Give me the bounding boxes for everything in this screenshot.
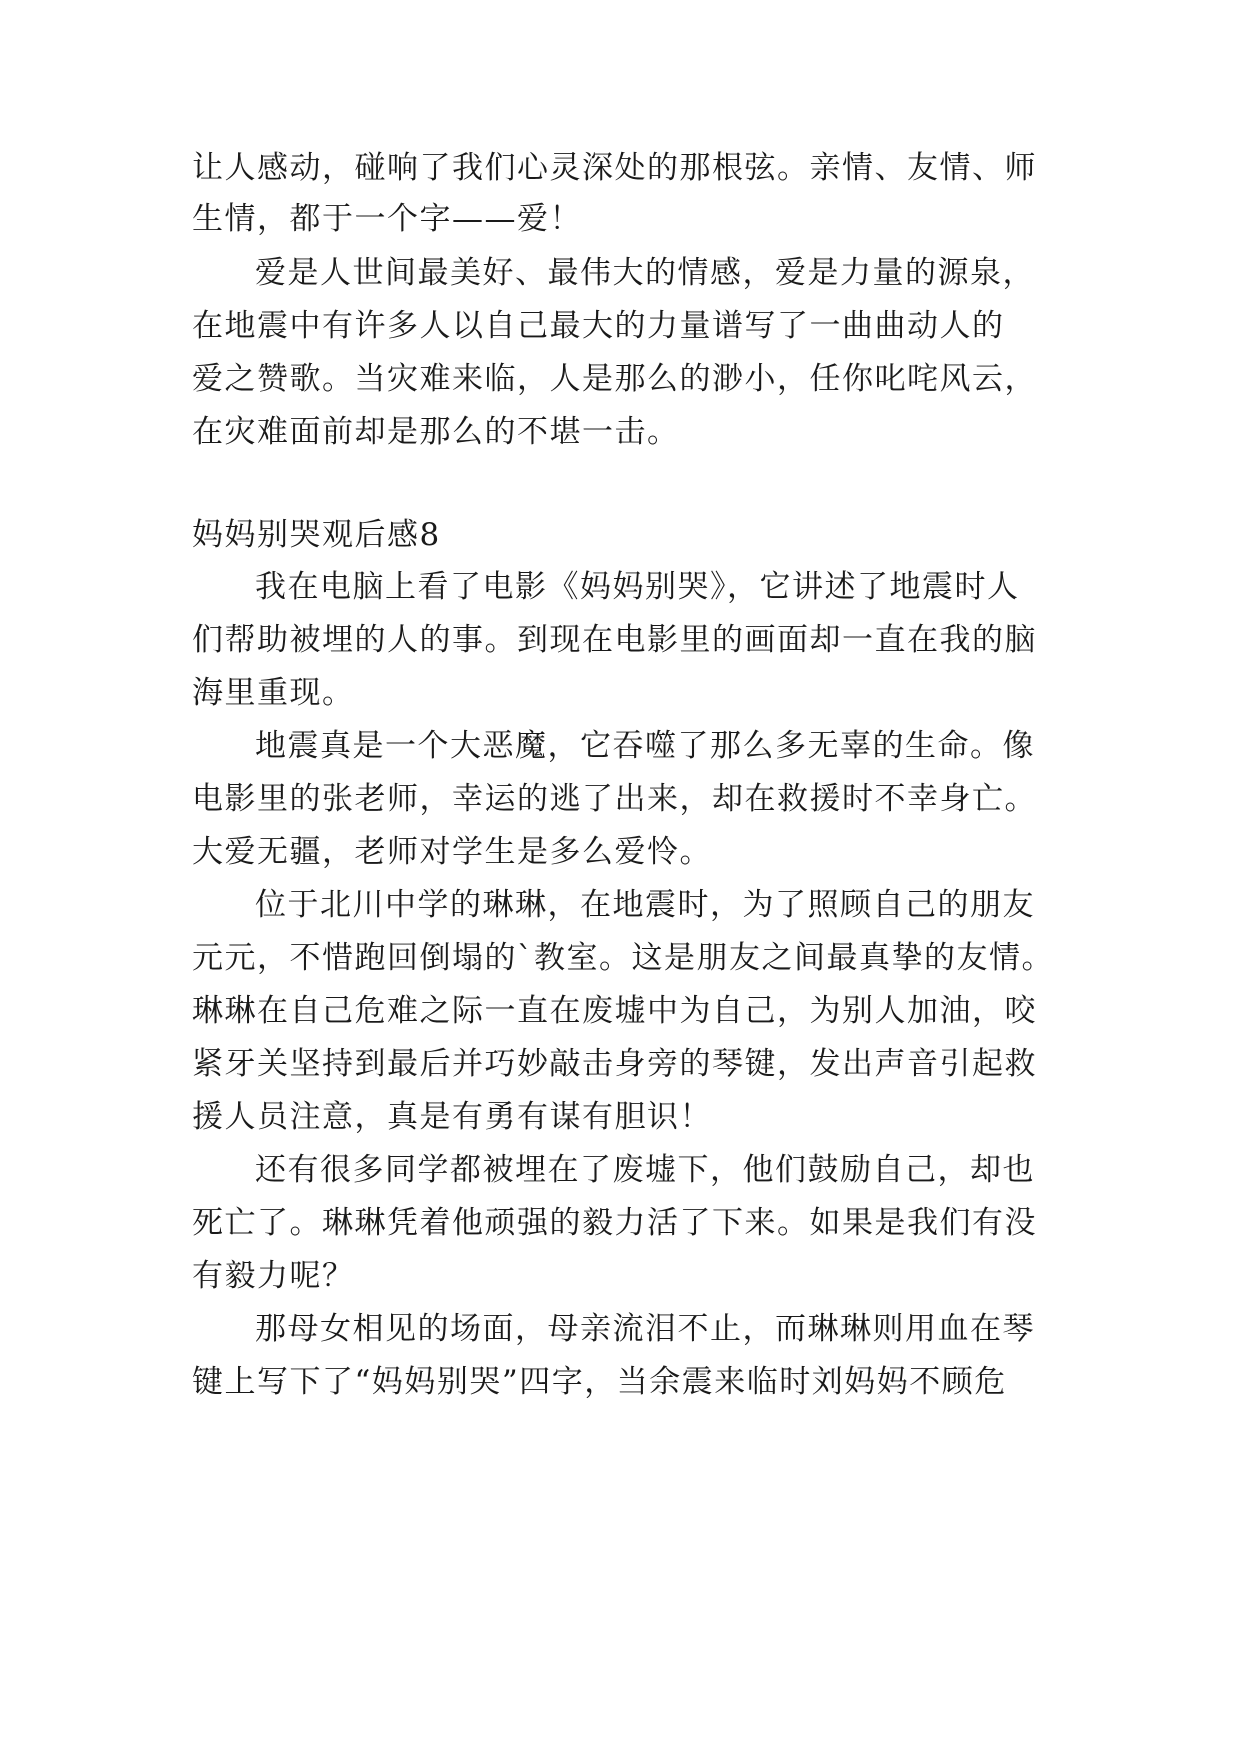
text-line: 有毅力呢？ — [192, 1258, 355, 1294]
text-line: 们帮助被埋的人的事。到现在电影里的画面却一直在我的脑 — [192, 622, 1037, 658]
text-line: 键上写下了“妈妈别哭”四字，当余震来临时刘妈妈不顾危 — [192, 1364, 1007, 1400]
text-line: 在灾难面前却是那么的不堪一击。 — [192, 414, 680, 450]
text-line: 死亡了。琳琳凭着他顽强的毅力活了下来。如果是我们有没 — [192, 1205, 1037, 1241]
text-line: 电影里的张老师，幸运的逃了出来，却在救援时不幸身亡。 — [192, 781, 1037, 817]
paragraph-line: 还有很多同学都被埋在了废墟下，他们鼓励自己，却也 — [255, 1152, 1035, 1188]
text-line: 援人员注意，真是有勇有谋有胆识！ — [192, 1099, 712, 1135]
paragraph-line: 爱是人世间最美好、最伟大的情感，爱是力量的源泉， — [255, 255, 1035, 291]
text-line: 爱之赞歌。当灾难来临，人是那么的渺小，任你叱咤风云， — [192, 361, 1037, 397]
text-line: 在地震中有许多人以自己最大的力量谱写了一曲曲动人的 — [192, 308, 1005, 344]
paragraph-line: 位于北川中学的琳琳，在地震时，为了照顾自己的朋友 — [255, 887, 1035, 923]
text-line: 让人感动，碰响了我们心灵深处的那根弦。亲情、友情、师 — [192, 150, 1037, 186]
text-line: 紧牙关坚持到最后并巧妙敲击身旁的琴键，发出声音引起救 — [192, 1046, 1037, 1082]
paragraph-line: 那母女相见的场面，母亲流泪不止，而琳琳则用血在琴 — [255, 1311, 1035, 1347]
text-line: 海里重现。 — [192, 675, 355, 711]
paragraph-line: 我在电脑上看了电影《妈妈别哭》，它讲述了地震时人 — [255, 569, 1020, 605]
text-line: 生情，都于一个字——爱！ — [192, 201, 582, 237]
text-line: 大爱无疆，老师对学生是多么爱怜。 — [192, 834, 712, 870]
text-line: 琳琳在自己危难之际一直在废墟中为自己，为别人加油，咬 — [192, 993, 1037, 1029]
text-line: 元元，不惜跑回倒塌的`教室。这是朋友之间最真挚的友情。 — [192, 940, 1054, 976]
section-heading: 妈妈别哭观后感8 — [192, 517, 441, 553]
paragraph-line: 地震真是一个大恶魔，它吞噬了那么多无辜的生命。像 — [255, 728, 1035, 764]
